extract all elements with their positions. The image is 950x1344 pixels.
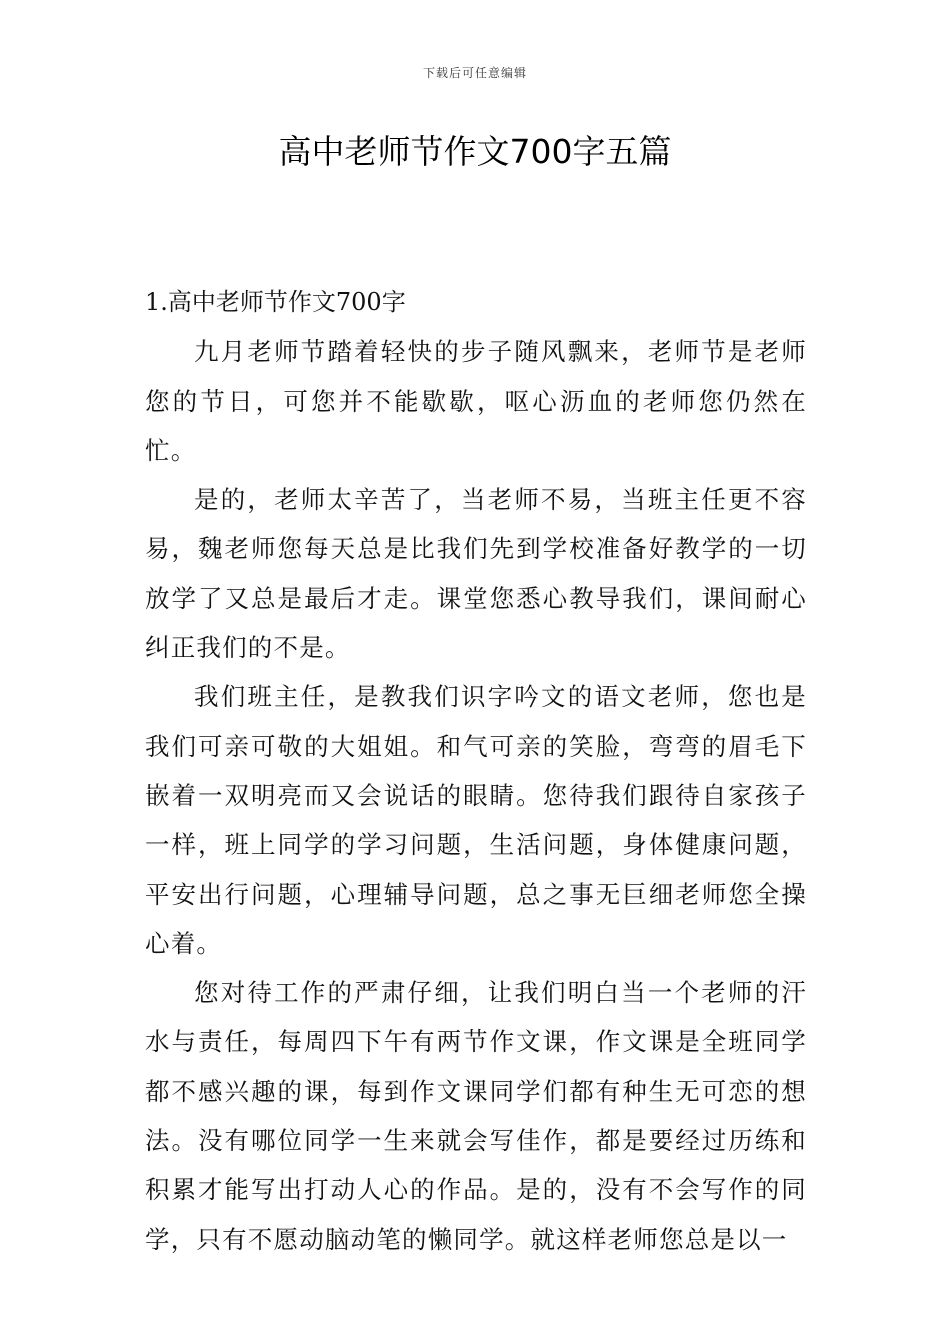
paragraph: 是的，老师太辛苦了，当老师不易，当班主任更不容易，魏老师您每天总是比我们先到学校准备好教学的一切放学了又总是最后才走。课堂您悉心教导我们，课间耐心纠正我们的不是。 xyxy=(145,485,807,663)
document-body xyxy=(145,278,807,1264)
paragraph: 您对待工作的严肃仔细，让我们明白当一个老师的汗水与责任，每周四下午有两节作文课，作文课是全班同学都不感兴趣的课，每到作文课同学们都有种生无可恋的想法。没有哪位同学一生来就会写佳作，都是要经过历练和积累才能写出打动人心的作品。是的，没有不会写作的同学，只有不愿动脑动笔的懒同学。就这样老师您总是以一 xyxy=(145,978,807,1254)
header-note: 下载后可任意编辑 xyxy=(422,66,527,80)
paragraph: 我们班主任，是教我们识字吟文的语文老师，您也是我们可亲可敬的大姐姐。和气可亲的笑脸，弯弯的眉毛下嵌着一双明亮而又会说话的眼睛。您待我们跟待自家孩子一样，班上同学的学习问题，生活问题，身体健康问题，平安出行问题，心理辅导问题，总之事无巨细老师您全操心着。 xyxy=(145,682,807,958)
document-title: 高中老师节作文700字五篇 xyxy=(278,132,672,171)
section-heading: 1.高中老师节作文700字 xyxy=(145,288,406,316)
paragraph: 九月老师节踏着轻快的步子随风飘来，老师节是老师您的节日，可您并不能歇歇，呕心沥血的老师您仍然在忙。 xyxy=(145,337,807,465)
